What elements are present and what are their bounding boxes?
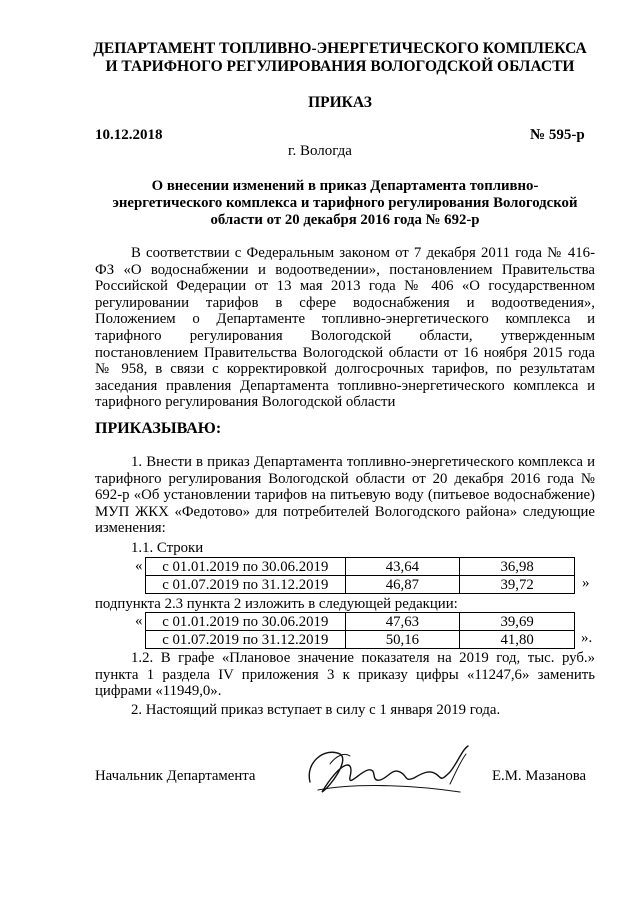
sub-item-1-2-text: 1.2. В графе «Плановое значение показателя на 2019 год, тыс. руб.» пункта 1 раздела IV приложения 3 к приказу цифры «11247,6» заменить цифрами «11949,0».: [95, 650, 595, 700]
document-type: ПРИКАЗ: [308, 94, 372, 111]
old-rates-table: [145, 557, 575, 594]
signatory-position: Начальник Департамента: [95, 768, 256, 784]
rate-cell: 46,87: [345, 576, 460, 594]
department-name-line1: ДЕПАРТАМЕНТ ТОПЛИВНО-ЭНЕРГЕТИЧЕСКОГО КОМПЛЕКСА: [93, 40, 587, 57]
document-number: № 595-р: [530, 127, 585, 143]
order-word: ПРИКАЗЫВАЮ:: [95, 420, 222, 437]
department-name-line2: И ТАРИФНОГО РЕГУЛИРОВАНИЯ ВОЛОГОДСКОЙ ОБЛАСТИ: [105, 58, 575, 75]
new-rates-table: [145, 612, 575, 649]
document-title: [95, 178, 595, 229]
period-cell: с 01.01.2019 по 30.06.2019: [146, 558, 346, 576]
table-row: [146, 558, 575, 576]
table-row: [146, 631, 575, 649]
table-row: [146, 576, 575, 594]
rate-cell: 43,64: [345, 558, 460, 576]
rate-cell: 41,80: [460, 631, 575, 649]
item-2: [95, 702, 595, 719]
rate-cell: 39,69: [460, 613, 575, 631]
quote-close-1: »: [582, 575, 590, 591]
item-2-text: 2. Настоящий приказ вступает в силу с 1 января 2019 года.: [131, 702, 501, 718]
table-row: [146, 613, 575, 631]
signatory-name: Е.М. Мазанова: [492, 768, 587, 784]
sub-item-1-2: [95, 650, 595, 700]
period-cell: с 01.01.2019 по 30.06.2019: [146, 613, 346, 631]
title-line2: энергетического комплекса и тарифного регулирования Вологодской: [112, 195, 578, 211]
rate-cell: 36,98: [460, 558, 575, 576]
quote-open-2: «: [135, 613, 143, 629]
document-city: г. Вологда: [288, 143, 352, 159]
period-cell: с 01.07.2019 по 31.12.2019: [146, 576, 346, 594]
quote-close-2: ».: [581, 630, 593, 646]
item-1-text: 1. Внести в приказ Департамента топливно-энергетического комплекса и тарифного регулирования Вологодской области от 20 декабря 2016 года № 692-р «Об установлении тарифов на питьевую воду (питьевое водоснабжение) МУП ЖКХ «Федотово» для потребителей Вологодского района» следующие изменения:: [95, 454, 595, 537]
rate-cell: 50,16: [345, 631, 460, 649]
title-line3: области от 20 декабря 2016 года № 692-р: [210, 212, 480, 228]
handwritten-signature: [300, 742, 480, 802]
preamble: [95, 245, 595, 411]
rate-cell: 39,72: [460, 576, 575, 594]
connector-text: подпункта 2.3 пункта 2 изложить в следующей редакции:: [95, 596, 458, 612]
rate-cell: 47,63: [345, 613, 460, 631]
preamble-text: В соответствии с Федеральным законом от 7 декабря 2011 года № 416-ФЗ «О водоснабжении и водоотведении», постановлением Правительства Российской Федерации от 13 мая 2013 года № 406 «О государственном регулировании тарифов в сфере водоснабжения и водоотведения», Положением о Департаменте топливно-энергетического комплекса и тарифного регулирования Вологодской области, утвержденным постановлением Правительства Вологодской области от 16 ноября 2015 года № 958, в связи с корректировкой долгосрочных тарифов, по результатам заседания правления Департамента топливно-энергетического комплекса и тарифного регулирования Вологодской области: [95, 245, 595, 411]
quote-open-1: «: [135, 558, 143, 574]
title-line1: О внесении изменений в приказ Департамента топливно-: [151, 178, 539, 194]
document-date: 10.12.2018: [95, 127, 163, 143]
item-1: [95, 454, 595, 537]
sub-item-1-1-label: 1.1. Строки: [131, 540, 204, 556]
period-cell: с 01.07.2019 по 31.12.2019: [146, 631, 346, 649]
